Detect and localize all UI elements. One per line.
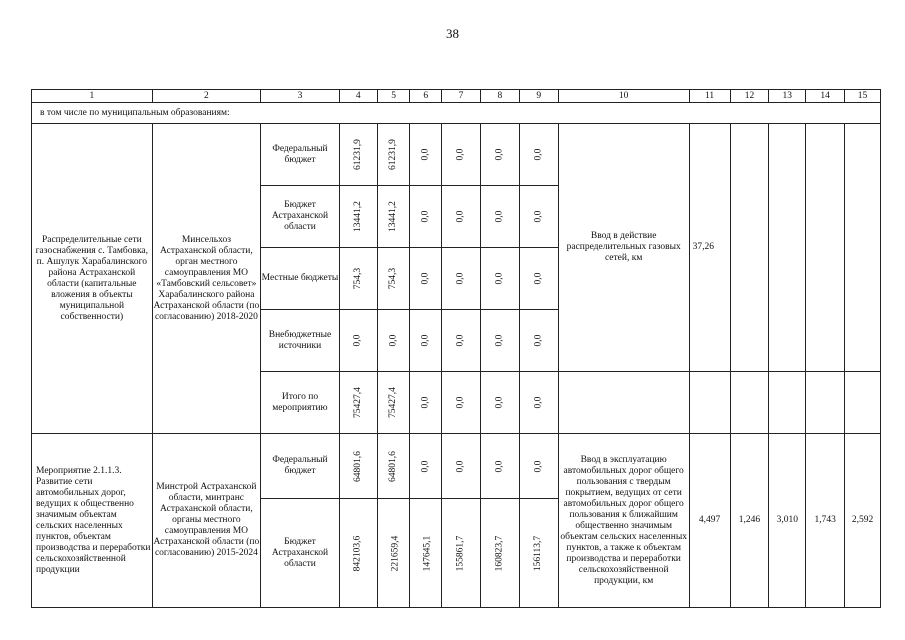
municipal-subheader: в том числе по муниципальным образованиям:: [32, 103, 881, 124]
col-header: 3: [261, 90, 340, 103]
table-row: [32, 124, 881, 186]
value-cell: 0,0: [519, 186, 558, 248]
value-cell: 0,0: [410, 248, 442, 310]
value-cell: 0,0: [442, 372, 481, 434]
col-header: 11: [689, 90, 730, 103]
event-name: Распределительные сети газоснабжения с. Тамбовка, п. Ашулук Харабалинского района Астраханской области (капитальные вложения в объекты муниципальной собственности): [32, 124, 153, 434]
value-cell: 0,0: [410, 186, 442, 248]
result-indicator: Ввод в действие распределительных газовых сетей, км: [558, 124, 689, 372]
indicator-value: 3,010: [769, 434, 806, 608]
col-header: 4: [339, 90, 377, 103]
empty-cell: [806, 124, 845, 372]
col-header: 13: [769, 90, 806, 103]
value-cell: 13441,2: [377, 186, 410, 248]
event-name: Мероприятие 2.1.1.3. Развитие сети автомобильных дорог, ведущих к общественно значимым объектам сельских населенных пунктов, объектам производства и переработки сельскохозяйственной продукции: [32, 434, 153, 608]
col-header: 15: [845, 90, 881, 103]
col-header: 14: [806, 90, 845, 103]
value-cell: 0,0: [442, 186, 481, 248]
subheader-row: [32, 103, 881, 124]
empty-cell: [730, 372, 769, 434]
column-number-row: [32, 90, 881, 103]
value-cell: 0,0: [442, 310, 481, 372]
value-cell: 754,3: [339, 248, 377, 310]
value-cell: 64801,6: [377, 434, 410, 499]
col-header: 8: [480, 90, 519, 103]
page-number: 38: [446, 26, 459, 41]
value-cell: 160823,7: [480, 499, 519, 608]
value-cell: 0,0: [480, 434, 519, 499]
empty-cell: [845, 372, 881, 434]
event-executor: Минстрой Астраханской области, минтранс Астраханской области, органы местного самоуправления МО Астраханской области (по согласованию) 2015-2024: [152, 434, 260, 608]
funding-source: Итого по мероприятию: [261, 372, 340, 434]
indicator-value: 1,743: [806, 434, 845, 608]
empty-cell: [689, 372, 730, 434]
indicator-value: 37,26: [689, 124, 730, 372]
funding-source: Бюджет Астраханской области: [261, 186, 340, 248]
value-cell: 13441,2: [339, 186, 377, 248]
funding-source: Бюджет Астраханской области: [261, 499, 340, 608]
col-header: 9: [519, 90, 558, 103]
value-cell: 0,0: [442, 124, 481, 186]
value-cell: 0,0: [410, 310, 442, 372]
value-cell: 0,0: [377, 310, 410, 372]
result-indicator: Ввод в эксплуатацию автомобильных дорог общего пользования с твердым покрытием, ведущих от сети автомобильных дорог общего пользования к ближайшим общественно значимым объектам сельских населенных пунктов, а также к объектам производства и переработки сельскохозяйственной продукции, км: [558, 434, 689, 608]
program-table: [31, 89, 881, 608]
funding-source: Внебюджетные источники: [261, 310, 340, 372]
empty-cell: [769, 124, 806, 372]
col-header: 6: [410, 90, 442, 103]
empty-cell: [730, 124, 769, 372]
col-header: 1: [32, 90, 153, 103]
col-header: 2: [152, 90, 260, 103]
value-cell: 221659,4: [377, 499, 410, 608]
value-cell: 75427,4: [339, 372, 377, 434]
value-cell: 61231,9: [377, 124, 410, 186]
indicator-value: 1,246: [730, 434, 769, 608]
value-cell: 147645,1: [410, 499, 442, 608]
value-cell: 155861,7: [442, 499, 481, 608]
value-cell: 156113,7: [519, 499, 558, 608]
col-header: 12: [730, 90, 769, 103]
empty-cell: [845, 124, 881, 372]
event-executor: Минсельхоз Астраханской области, орган местного самоуправления МО «Тамбовский сельсовет» Харабалинского района Астраханской области (по согласованию) 2018-2020: [152, 124, 260, 434]
indicator-value: 4,497: [689, 434, 730, 608]
value-cell: 75427,4: [377, 372, 410, 434]
col-header: 10: [558, 90, 689, 103]
value-cell: 842103,6: [339, 499, 377, 608]
value-cell: 754,3: [377, 248, 410, 310]
value-cell: 0,0: [442, 434, 481, 499]
value-cell: 64801,6: [339, 434, 377, 499]
value-cell: 0,0: [519, 372, 558, 434]
value-cell: 0,0: [480, 310, 519, 372]
value-cell: 0,0: [519, 248, 558, 310]
indicator-value: 2,592: [845, 434, 881, 608]
empty-cell: [558, 372, 689, 434]
value-cell: 0,0: [519, 310, 558, 372]
value-cell: 0,0: [442, 248, 481, 310]
value-cell: 0,0: [519, 434, 558, 499]
value-cell: 0,0: [410, 372, 442, 434]
value-cell: 0,0: [480, 186, 519, 248]
value-cell: 0,0: [410, 124, 442, 186]
table-row: [32, 434, 881, 499]
value-cell: 0,0: [519, 124, 558, 186]
value-cell: 0,0: [480, 248, 519, 310]
col-header: 5: [377, 90, 410, 103]
value-cell: 0,0: [480, 372, 519, 434]
funding-source: Местные бюджеты: [261, 248, 340, 310]
funding-source: Федеральный бюджет: [261, 124, 340, 186]
value-cell: 0,0: [410, 434, 442, 499]
value-cell: 0,0: [480, 124, 519, 186]
funding-source: Федеральный бюджет: [261, 434, 340, 499]
empty-cell: [769, 372, 806, 434]
value-cell: 0,0: [339, 310, 377, 372]
value-cell: 61231,9: [339, 124, 377, 186]
empty-cell: [806, 372, 845, 434]
col-header: 7: [442, 90, 481, 103]
